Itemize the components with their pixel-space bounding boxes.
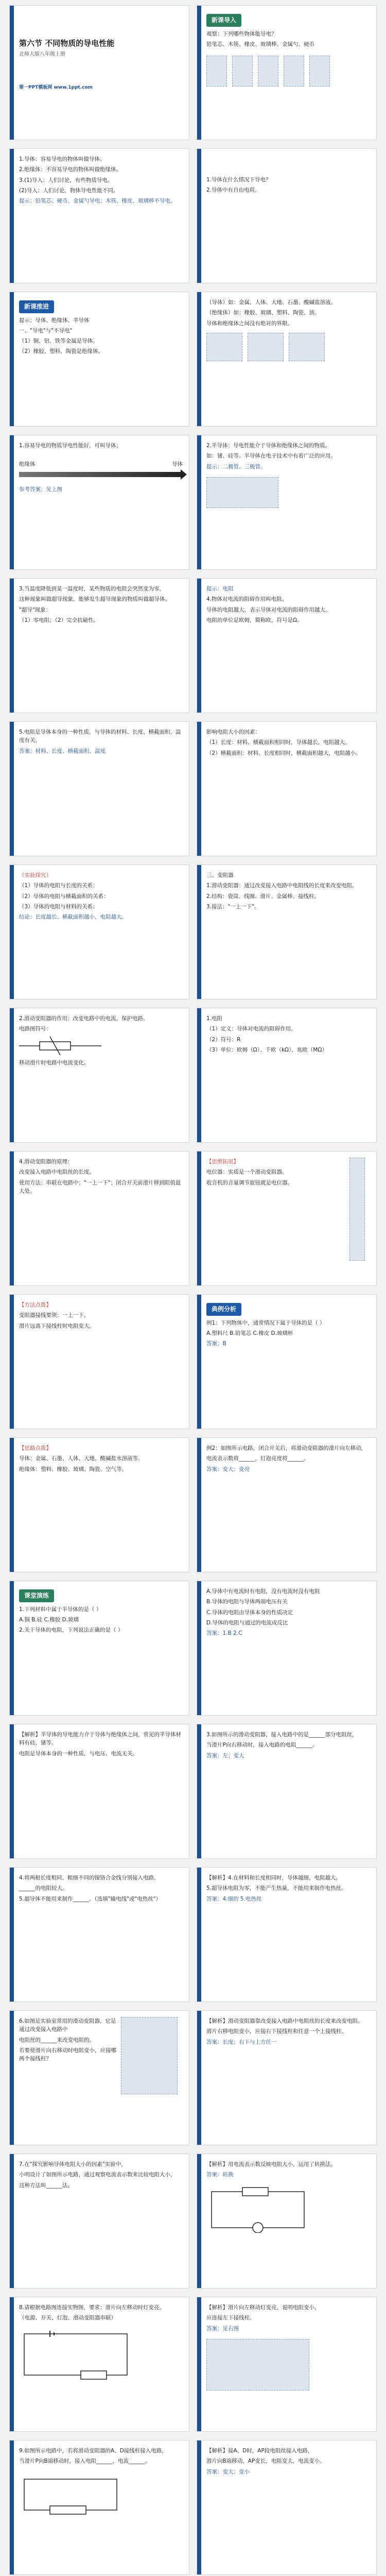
slide-accent-bar xyxy=(197,2154,201,2288)
slide-accent-bar xyxy=(197,292,201,426)
text-line: 6.如图是实验室常用的滑动变阻器，它是通过改变接入电路中 xyxy=(19,2018,116,2033)
slide-accent-bar xyxy=(10,6,14,140)
text-line: 【解析】接A、D时，AP段电阻丝接入电路， xyxy=(206,2448,313,2454)
answer-text: 答案：1.B 2.C xyxy=(206,1630,242,1637)
slide-accent-bar xyxy=(197,6,201,140)
hint-line: 提示：二极管、三极管。 xyxy=(206,463,266,470)
slide-accent-bar xyxy=(10,435,14,569)
text-line: 1.下列材料中属于半导体的是（ ） xyxy=(19,1606,102,1613)
text-line: "超导"现象： xyxy=(19,606,51,613)
slide-accent-bar xyxy=(197,149,201,283)
slide-accent-bar xyxy=(10,579,14,713)
text-line: 滑片右移电阻变小，应接右下接线柱和任意一个上接线柱。 xyxy=(206,2028,347,2035)
text-line: 【解析】半导体的导电能力介于导体与绝缘体之间，常见的半导体材料有硅、锗等。 xyxy=(19,1732,181,1747)
text-line: （2）橡胶、塑料、陶瓷是绝缘体。 xyxy=(19,348,104,355)
text-line: 4.物体对电流的阻碍作用叫电阻。 xyxy=(206,596,288,603)
slide-14 xyxy=(197,865,377,999)
two-col-layout xyxy=(19,2017,183,2097)
slide-22 xyxy=(197,1437,377,1572)
text-line: 5.超导体不能用来制作______。（选填"输电线"或"电热丝"） xyxy=(19,1895,162,1902)
chopsticks-image xyxy=(232,56,253,87)
slide-35 xyxy=(9,2440,189,2575)
circuit-diagram xyxy=(19,2474,122,2515)
circuit-diagram xyxy=(19,2329,132,2380)
object-images xyxy=(206,56,370,87)
slide-28 xyxy=(197,1867,377,2002)
pencil-image xyxy=(206,56,227,87)
slide-12 xyxy=(197,721,377,856)
spoon-image xyxy=(309,56,330,87)
answer-text: 答案：转换 xyxy=(206,2172,234,2178)
text-line: 小明设计了如图所示电路，通过观察电流表示数来比较电阻大小， xyxy=(19,2172,176,2178)
text-line: 5.超导体电阻为零，不能产生热量，不能用来制作电热丝。 xyxy=(206,1885,347,1892)
slide-4 xyxy=(197,148,377,283)
text-line: 三、变阻器 xyxy=(206,872,234,878)
text-line: 提示：导体、绝缘体、半导体 xyxy=(19,317,90,324)
answer-text: 答案：左；变大 xyxy=(206,1752,244,1759)
text-line: 电阻的单位是欧姆，简称欧，符号是Ω。 xyxy=(206,617,303,623)
slide-34 xyxy=(197,2297,377,2432)
answer-text: 答案：B xyxy=(206,1341,226,1347)
text-line: 电路图符号： xyxy=(19,1026,51,1032)
text-line: 电阻是导体本身的一种性质，与电压、电流无关。 xyxy=(19,1750,138,1757)
question-text: 1.导体在什么情况下导电？ xyxy=(206,177,271,183)
slide-accent-bar xyxy=(10,1295,14,1429)
slide-accent-bar xyxy=(10,2011,14,2145)
text-line: 4.将两根长度相同、粗细不同的镍铬合金线分别接入电路， xyxy=(19,1875,160,1881)
question-text: 1.容易导电的物质导电性能好，可叫导体； xyxy=(19,443,122,449)
text-line: 绝缘体：塑料、橡胶、玻璃、陶瓷、空气等。 xyxy=(19,1466,127,1472)
text-line: 2.滑动变阻器的作用：改变电路中的电流，保护电路。 xyxy=(19,1015,149,1022)
text-line: ______的电阻较大。 xyxy=(19,1885,68,1892)
device-image xyxy=(289,333,325,361)
text-line: 如：锗、硅等。半导体在电子技术中有着广泛的应用。 xyxy=(206,453,336,460)
text-line: 收音机的音量调节旋钮就是电位器。 xyxy=(206,1179,293,1186)
slide-accent-bar xyxy=(10,292,14,426)
text-line: （导体）如：金属、人体、大地、石墨、酸碱盐溶液。 xyxy=(206,299,336,306)
hint-line: 提示：铅笔芯、硬币、金属勺导电；木筷、橡皮、玻璃棒不导电。 xyxy=(19,198,176,205)
text-line: （1）长度：材料、横截面积相同时，导体越长，电阻越大。 xyxy=(206,739,350,746)
slide-accent-bar xyxy=(10,149,14,283)
slide-6 xyxy=(197,292,377,427)
slide-accent-bar xyxy=(197,1724,201,1858)
text-line: （3）导体的电阻与材料的关系： xyxy=(19,903,98,910)
slide-24 xyxy=(197,1581,377,1716)
slide-25 xyxy=(9,1724,189,1859)
text-line: 导体的电阻越大，表示导体对电流的阻碍作用越大。 xyxy=(206,606,331,613)
slide-accent-bar xyxy=(197,722,201,856)
text-line: A.塑料尺 B.铅笔芯 C.橡皮 D.玻璃杯 xyxy=(206,1330,293,1336)
text-line: 1.电阻 xyxy=(206,1015,223,1022)
question-text: 观察：下列哪些物体能导电？ xyxy=(206,30,277,37)
text-line: 【解析】滑动变阻器靠改变接入电路中电阻丝的长度来改变电阻。 xyxy=(206,2018,363,2024)
slide-accent-bar xyxy=(10,2297,14,2431)
slide-accent-bar xyxy=(10,1151,14,1285)
text-line: 3.(1)导入：人们讨论，有些物质导电。 xyxy=(19,177,113,183)
slide-accent-bar xyxy=(197,2297,201,2431)
slide-title xyxy=(9,5,189,140)
two-col-layout xyxy=(206,1158,370,1263)
text-line: B.导体的电阻与导体两端电压有关 xyxy=(206,1599,288,1605)
slide-accent-bar xyxy=(197,1868,201,2002)
text-line: （1）铜、铝、铁等金属是导体。 xyxy=(19,338,98,345)
slide-15 xyxy=(9,1008,189,1143)
slide-19 xyxy=(9,1294,189,1429)
section-badge: 课堂演练 xyxy=(19,1589,54,1602)
text-line: 例2：如图所示电路，闭合开关后，将滑动变阻器的滑片向左移动， xyxy=(206,1445,367,1451)
text-line: 这种方法叫______法。 xyxy=(19,2182,73,2189)
scale-left-label: 绝缘体 xyxy=(19,461,36,468)
text-line: （1）定义：导体对电流的阻碍作用。 xyxy=(206,1026,296,1032)
slide-16 xyxy=(197,1008,377,1143)
text-line: 改变接入电路中电阻丝的长度。 xyxy=(19,1169,95,1176)
answer-text: 答案：见右图 xyxy=(206,2325,239,2332)
device-images xyxy=(206,333,370,361)
text-line: 当滑片P向B端移动时，接入电阻______，电流______。 xyxy=(19,2458,151,2465)
slide-accent-bar xyxy=(197,579,201,713)
slide-33 xyxy=(9,2297,189,2432)
text-line: 导体和绝缘体之间没有绝对的界限。 xyxy=(206,320,293,327)
answer-text: 2.导体中有自由电荷。 xyxy=(206,187,260,194)
text-line: 使用方法：串联在电路中；"一上一下"；闭合开关前滑片移到阻值最大处。 xyxy=(19,1179,181,1194)
slide-3 xyxy=(9,148,189,283)
text-line: 电流表示数将______，灯泡亮度将______。 xyxy=(206,1455,309,1462)
text-line: 电位器：实质是一个滑动变阻器。 xyxy=(206,1169,288,1176)
rheostat-symbol xyxy=(19,1036,101,1056)
text-line: 3.当温度降低到某一温度时，某些物质的电阻会突然变为零， xyxy=(19,586,165,592)
slide-21 xyxy=(9,1437,189,1572)
slide-accent-bar xyxy=(197,1008,201,1142)
text-line: 【方法点拨】 xyxy=(19,1302,51,1308)
rheostat-image xyxy=(121,2017,178,2094)
slide-accent-bar xyxy=(197,865,201,999)
slide-7 xyxy=(9,435,189,570)
text-line: 变阻器接线要领：一上一下， xyxy=(19,1312,90,1319)
slide-13 xyxy=(9,865,189,999)
text-line: 4.滑动变阻器的原理： xyxy=(19,1159,73,1165)
slide-23 xyxy=(9,1581,189,1716)
answer-text: 答案：4.细的 5.电热丝 xyxy=(206,1895,262,1902)
device-image xyxy=(248,333,284,361)
items-text: 铅笔芯、木筷、橡皮、玻璃棒、金属勺、硬币 xyxy=(206,41,314,47)
circuit-diagram xyxy=(206,2187,309,2233)
slide-32 xyxy=(197,2154,377,2289)
slide-31 xyxy=(9,2154,189,2289)
slide-17 xyxy=(9,1151,189,1286)
text-line: 2.关于导体的电阻，下列说法正确的是（ ） xyxy=(19,1627,124,1634)
slide-accent-bar xyxy=(197,1295,201,1429)
answer-text: 答案：变大；变小 xyxy=(206,2468,250,2475)
semiconductor-image xyxy=(206,477,278,508)
text-line: 这种现象叫做超导现象，能够发生超导现象的物质叫做超导体。 xyxy=(19,596,170,603)
slide-accent-bar xyxy=(197,435,201,569)
text-line: C.导体的电阻由导体本身的性质决定 xyxy=(206,1609,293,1616)
text-line: 【解析】用电流表示数反映电阻大小，运用了转换法。 xyxy=(206,2161,336,2167)
text-line: （电源、开关、灯泡、滑动变阻器串联） xyxy=(19,2315,116,2321)
conductivity-arrow xyxy=(19,472,183,477)
text-line: （绝缘体）如：橡胶、玻璃、塑料、陶瓷、油。 xyxy=(206,310,320,316)
text-line: 3.如图所示的滑动变阻器，接入电路中的是______部分电阻丝， xyxy=(206,1732,358,1738)
slide-accent-bar xyxy=(10,2441,14,2574)
text-line: 电阻丝的______来改变电阻的。 xyxy=(19,2037,95,2043)
slide-20 xyxy=(197,1294,377,1429)
text-line: 当滑片P向右移动时，接入电路的电阻______。 xyxy=(206,1742,318,1749)
answer-text: 答案：材料、长度、横截面积、温度 xyxy=(19,748,106,754)
slide-accent-bar xyxy=(197,1581,201,1715)
text-line: D.导体的电阻与通过的电流成反比 xyxy=(206,1619,288,1626)
slide-18 xyxy=(197,1151,377,1286)
slide-accent-bar xyxy=(10,1581,14,1715)
text-line: （2）导体的电阻与横截面积的关系： xyxy=(19,893,109,900)
text-line: 【思维拓展】 xyxy=(206,1159,239,1165)
slide-36 xyxy=(197,2440,377,2575)
answer-text: 答案：变大；变亮 xyxy=(206,1466,250,1472)
slide-9 xyxy=(9,578,189,713)
text-line: （2）符号：R xyxy=(206,1036,241,1043)
text-line: 移动滑片时电路中电流变化。 xyxy=(19,1059,90,1066)
text-line: 8.请根据电路图连接实物图，要求：滑片向左移动时灯变亮。 xyxy=(19,2304,165,2311)
slide-10 xyxy=(197,578,377,713)
slide-accent-bar xyxy=(10,1438,14,1572)
answer-text: 参考答案：见上图 xyxy=(19,486,62,493)
device-image xyxy=(206,333,242,361)
site-label: 第一PPT模板网 www.1ppt.com xyxy=(19,84,93,90)
slide-accent-bar xyxy=(197,1438,201,1572)
slide-intro xyxy=(197,5,377,140)
text-line: 若要使滑片向右移动时电阻变小，应接哪两个接线柱？ xyxy=(19,2047,116,2062)
scale-labels xyxy=(19,460,183,468)
slide-accent-bar xyxy=(10,865,14,999)
slide-26 xyxy=(197,1724,377,1859)
lesson-subtitle: 北师大版八年级上册 xyxy=(19,52,65,58)
text-line: 【解析】4.在材料和长度相同时，导体越细，电阻越大。 xyxy=(206,1875,342,1881)
slide-accent-bar xyxy=(10,722,14,856)
glass-rod-image xyxy=(284,56,304,87)
section-badge: 新课推进 xyxy=(19,300,54,313)
text-line: （1）零电阻；（2）完全抗磁性。 xyxy=(19,617,99,623)
text-line: 2.绝缘体：不容易导电的物体叫做绝缘体。 xyxy=(19,166,122,173)
text-line: （2）横截面积：材料、长度相同时，横截面积越大，电阻越小。 xyxy=(206,750,361,756)
slide-accent-bar xyxy=(10,1724,14,1858)
text-line: A.导体中有电流时有电阻，没有电流时没有电阻 xyxy=(206,1588,320,1595)
section-badge: 典例分析 xyxy=(206,1303,241,1316)
text-line: 【思路点拨】 xyxy=(19,1445,51,1451)
eraser-image xyxy=(258,56,278,87)
section-badge: 新课导入 xyxy=(206,14,241,27)
slide-29 xyxy=(9,2010,189,2145)
text-line: 例1：下列物体中，通常情况下属于导体的是（ ） xyxy=(206,1319,325,1326)
text-line: 影响电阻大小的因素： xyxy=(206,729,260,735)
slide-accent-bar xyxy=(197,2011,201,2145)
slide-27 xyxy=(9,1867,189,2002)
slide-5 xyxy=(9,292,189,427)
text-line: （3）单位：欧姆（Ω）、千欧（kΩ）、兆欧（MΩ） xyxy=(206,1046,327,1053)
text-line: 2.结构：瓷筒、线圈、滑片、金属棒、接线柱。 xyxy=(206,893,320,900)
text-line: （1）导体的电阻与长度的关系： xyxy=(19,883,98,889)
text-line: 导体：金属、石墨、人体、大地、酸碱盐水溶液等。 xyxy=(19,1455,144,1462)
hint-line: 提示：电阻 xyxy=(206,586,234,592)
answer-text: 答案：长度；右下与上方任一 xyxy=(206,2039,277,2045)
text-line: 7.在"探究影响导体电阻大小的因素"实验中， xyxy=(19,2161,127,2167)
slide-accent-bar xyxy=(10,1008,14,1142)
text-line: （实验探究） xyxy=(19,872,51,878)
conclusion-line: 结论：长度越长、横截面积越小，电阻越大。 xyxy=(19,914,127,921)
text-line: 一、"导电"与"不导电" xyxy=(19,327,73,334)
text-line: (2)导入：人们讨论，物体导电性能不同。 xyxy=(19,187,119,194)
slide-accent-bar xyxy=(197,2441,201,2574)
text-line: 2.半导体：导电性能介于导体和绝缘体之间的物质。 xyxy=(206,443,331,449)
text-line: 9.如图所示电路中，若将滑动变阻器的A、D接线柱接入电路， xyxy=(19,2448,167,2454)
text-line: 3.接法："一上一下"。 xyxy=(206,903,260,910)
slide-accent-bar xyxy=(197,1151,201,1285)
slide-11 xyxy=(9,721,189,856)
text-line: 5.电阻是导体本身的一种性质，与导体的材料、长度、横截面积、温度有关。 xyxy=(19,729,181,744)
lesson-title: 第六节 不同物质的导电性能 xyxy=(19,39,115,48)
wiring-image xyxy=(206,2339,309,2391)
text-line: 滑片远离下接线柱时电阻变大。 xyxy=(19,1323,95,1329)
scale-right-label: 导体 xyxy=(172,461,183,468)
slide-accent-bar xyxy=(10,2154,14,2288)
text-line: A.铜 B.硅 C.橡胶 D.玻璃 xyxy=(19,1616,79,1623)
slide-accent-bar xyxy=(10,1868,14,2002)
potentiometer-image xyxy=(349,1158,365,1261)
slide-30 xyxy=(197,2010,377,2145)
text-line: 【解析】滑片向左移动灯变亮，说明电阻变小， xyxy=(206,2304,320,2311)
text-line: 滑片向B端移动，AP变长，电阻变大，电流变小。 xyxy=(206,2458,325,2465)
slide-8 xyxy=(197,435,377,570)
text-line: 1.滑动变阻器：通过改变接入电路中电阻线的长度来改变电阻。 xyxy=(206,883,358,889)
text-line: 1.导体：容易导电的物体叫做导体。 xyxy=(19,156,106,162)
text-line: 应连接左下接线柱。 xyxy=(206,2315,255,2321)
